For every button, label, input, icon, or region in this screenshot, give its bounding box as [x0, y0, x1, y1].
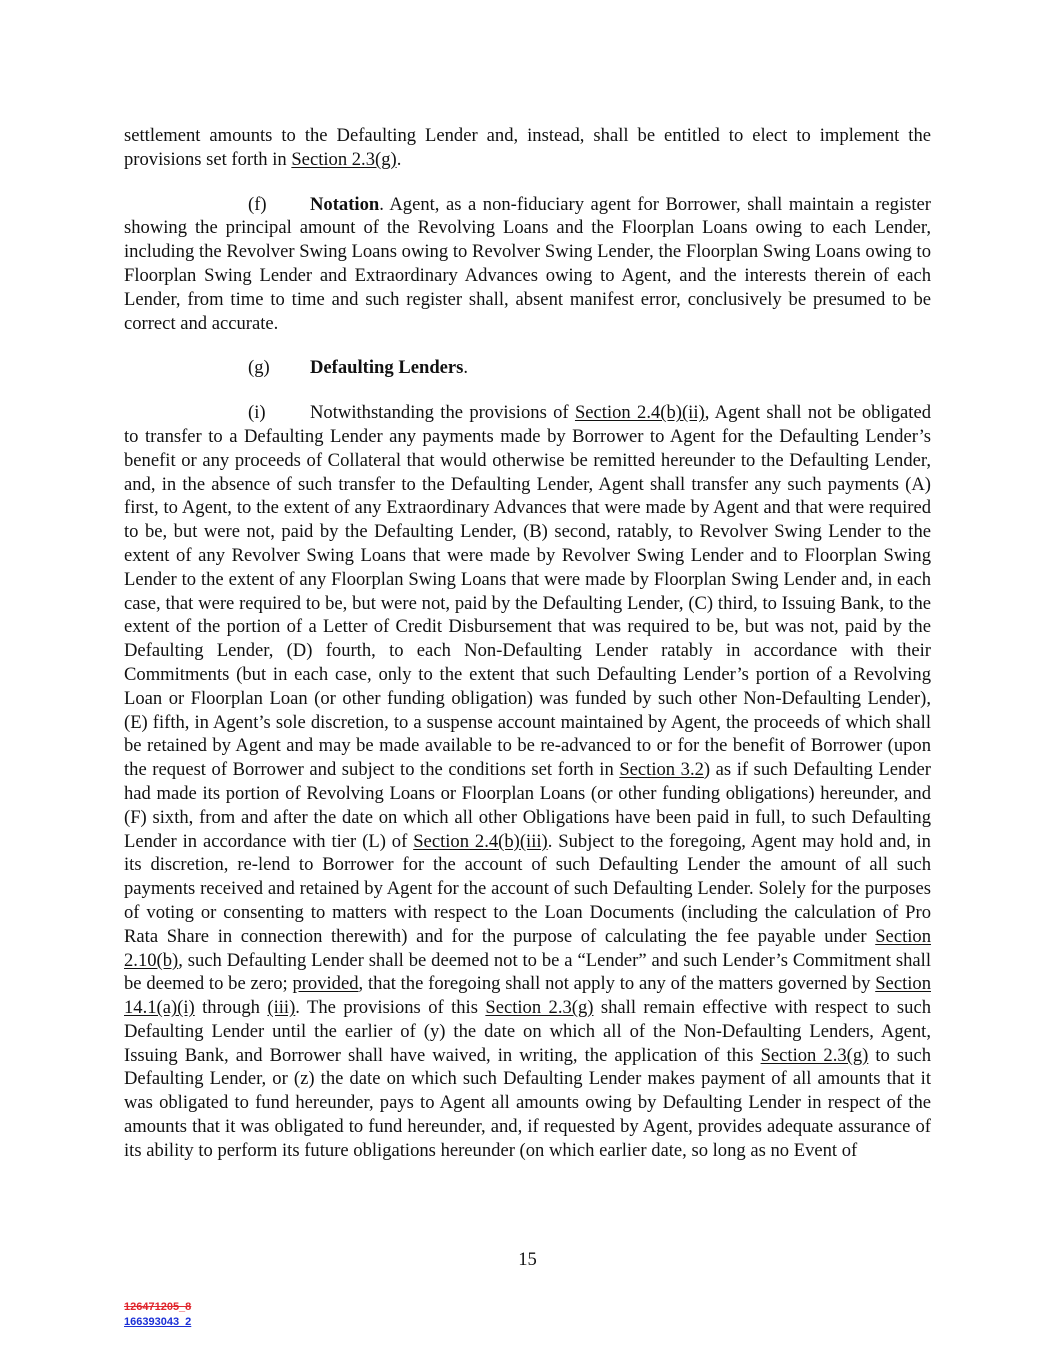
clause-text: . Agent, as a non-fiduciary agent for Borrower, shall maintain a register showing the principal amount of the Revolving Loans and the Floorplan Loans owing to each Lender, including the Revolver Swing Loans owing to Revolver Swing Lender, the Floorplan Swing Loans owing to Floorplan Swing Lender and Extraordinary Advances owing to Agent, and the interests therein of each Lender, from time to time and such register shall, absent manifest error, conclusively be presumed to be correct and accurate. [124, 193, 931, 334]
cross-reference: Section 2.3(g) [291, 148, 397, 170]
cross-reference: Section 14.1(a)(i) [124, 973, 931, 1019]
paragraph-f-notation [124, 193, 931, 336]
clause-label: (g) [248, 357, 270, 379]
text-run: . Subject to the foregoing, Agent may hold and, in its discretion, re-lend to Borrower for the account of such Defaulting Lender the amount of all such payments received and retained by Agent for the account of such Defaulting Lender. Solely for the purposes of voting or consenting to matters with respect to the Loan Documents (including the calculation of Pro Rata Share in connection therewith) and for the purpose of calculating the fee payable under [124, 830, 931, 947]
inserted-doc-id: 166393043_2 [124, 1316, 192, 1328]
clause-heading: Notation [310, 193, 380, 215]
text-run: shall remain effective with respect to such Defaulting Lender until the earlier of (y) the date on which all of the Non-Defaulting Lenders, Agent, Issuing Bank, and Borrower shall have waived, in writing, the application of this [124, 997, 932, 1066]
text-run: ) as if such Defaulting Lender had made its portion of Revolving Loans or Floorplan Loans (or other funding obligations) hereunder, and (F) sixth, from and after the date on which all other Obligations have been paid in full, to such Defaulting Lender in accordance with tier (L) of [124, 759, 931, 852]
paragraph-g-defaulting-lenders [124, 356, 931, 380]
text-run: . The provisions of this [295, 997, 486, 1019]
cross-reference: Section 2.10(b) [124, 925, 931, 971]
text-run: to such Defaulting Lender, or (z) the date on which such Defaulting Lender makes payment of all amounts that it was obligated to fund hereunder, pays to Agent all amounts owing by Defaulting Lender in respect of the amounts that it was obligated to fund hereunder, and, if requested by Agent, provides adequate assurance of its ability to perform its future obligations hereunder (on which earlier date, so long as no Event of [124, 1044, 931, 1161]
continuation-text: settlement amounts to the Defaulting Lender and, instead, shall be entitled to elect to implement the provisions set forth in [124, 125, 931, 170]
cross-reference: Section 3.2 [619, 759, 704, 781]
text-run: , that the foregoing shall not apply to any of the matters governed by [358, 973, 876, 995]
document-ids [124, 1300, 191, 1330]
provided-term: provided [292, 973, 359, 995]
cross-reference: Section 2.4(b)(iii) [413, 830, 548, 852]
cross-reference: Section 2.4(b)(ii) [574, 402, 705, 424]
paragraph-g-i [124, 401, 931, 1163]
document-body [124, 124, 931, 1163]
deleted-doc-id: 126471205_8 [124, 1301, 192, 1313]
clause-label: (f) [248, 193, 267, 215]
cross-reference: (iii) [267, 997, 296, 1019]
subclause-label: (i) [248, 402, 266, 424]
clause-heading: Defaulting Lenders [310, 357, 464, 379]
text-run: , Agent shall not be obligated to transfer to a Defaulting Lender any payments made by Borrower to Agent for the Defaulting Lender’s benefit or any proceeds of Collateral that would otherwise be remitted hereunder to the Defaulting Lender, and, in the absence of such transfer to the Defaulting Lender, Agent shall transfer any such payments (A) first, to Agent, to the extent of any Extraordinary Advances that were made by Agent and that were required to be, but were not, paid by the Defaulting Lender, (B) second, ratably, to Revolver Swing Lender to the extent of any Revolver Swing Loans that were made by Revolver Swing Lender and to Floorplan Swing Lender to the extent of any Floorplan Swing Loans that were made by Floorplan Swing Lender and, in each case, that were required to be, but were not, paid by the Defaulting Lender, (C) third, to Issuing Bank, to the extent of the portion of a Letter of Credit Disbursement that was required to be, but was not, paid by the Defaulting Lender, (D) fourth, to each Non-Defaulting Lender ratably in accordance with their Commitments (but in each case, only to the extent that such Defaulting Lender’s portion of a Revolving Loan or Floorplan Loan (or other funding obligation) was funded by such other Non-Defaulting Lender), (E) fifth, in Agent’s sole discretion, to a suspense account maintained by Agent, the proceeds of which shall be retained by Agent and may be made available to be re-advanced to or for the benefit of Borrower (upon the request of Borrower and subject to the conditions set forth in [124, 402, 932, 781]
page-number: 15 [518, 1249, 537, 1270]
text-run: through [194, 997, 268, 1019]
text-run: Notwithstanding the provisions of [310, 402, 575, 424]
cross-reference: Section 2.3(g) [485, 997, 594, 1019]
text-run: , such Defaulting Lender shall be deemed not to be a “Lender” and such Lender’s Commitment shall be deemed to be zero; [124, 949, 931, 995]
cross-reference: Section 2.3(g) [760, 1044, 869, 1066]
clause-period: . [463, 357, 469, 379]
continuation-end: . [396, 148, 402, 170]
paragraph-continuation [124, 124, 931, 172]
